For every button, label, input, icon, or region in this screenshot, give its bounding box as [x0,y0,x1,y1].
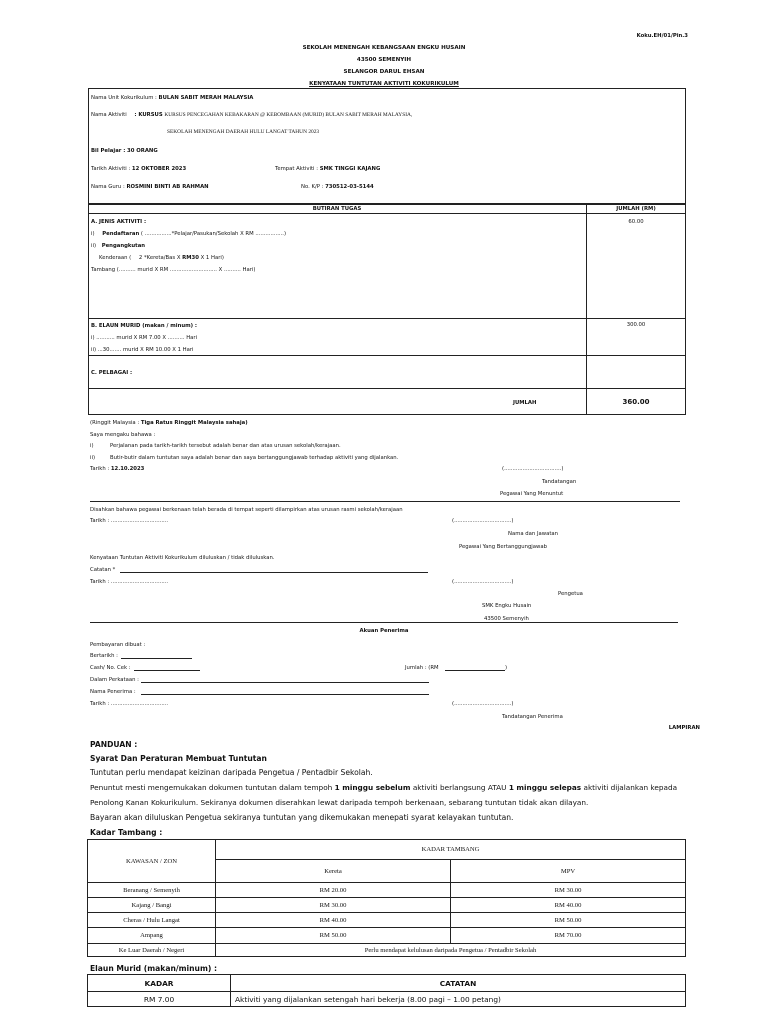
rates-col-mpv: MPV [451,860,686,883]
guide-p2-line2: Penolong Kanan Kokurikulum. Sekiranya dokumen diserahkan lewat daripada tempoh berkenaan, sebarang tuntutan tidak akan dilayan. [90,798,589,807]
table-row: Beranang / Semenyih RM 20.00 RM 30.00 [88,883,686,898]
pembayaran-label: Pembayaran dibuat : [90,642,146,648]
aktiviti-label: Nama Aktiviti [91,112,127,118]
aktiviti-row [91,112,412,118]
col-butiran: BUTIRAN TUGAS [312,206,362,212]
approve-school: SMK Engku Husain [482,603,532,609]
pelajar-row [91,148,158,154]
saya-mengaku: Saya mengaku bahawa : [90,432,156,438]
jumlah-close: ) [505,665,508,671]
total-value: 360.00 [622,398,650,406]
aktiviti-prefix: : KURSUS [134,112,163,118]
section-c-title: C. PELBAGAI : [91,370,133,376]
col-jumlah: JUMLAH (RM) [616,206,656,212]
table-row: Kajang / Bangi RM 30.00 RM 40.00 [88,898,686,913]
tempat-label: Tempat Aktiviti : [275,166,318,172]
receipt-tarikh: Tarikh : .................................. [90,701,169,707]
rates-col-kadar: KADAR TAMBANG [216,840,686,860]
decl-ii: ii) Butir-butir dalam tuntutan saya adalah benar dan saya bertanggungjawab terhadap aktiviti yang dijalankan. [90,455,399,461]
tarikh-row [91,166,186,172]
tarikh-label: Tarikh Aktiviti : [91,166,131,172]
rates-col-kereta: Kereta [216,860,451,883]
disahkan-text: Disahkan bahawa pegawai berkenaan telah berada di tempat seperti dilampirkan atas urusan rasmi sekolah/kerajaan [90,507,403,513]
page-title: KENYATAAN TUNTUTAN AKTIVITI KOKURIKULUM [309,81,459,87]
a-pengangkutan-row: ii) Pengangkutan [91,243,146,249]
tarikh-value: 12 OKTOBER 2023 [131,166,187,172]
rates-table [87,839,686,957]
table-row: Ke Luar Daerah / Negeri Perlu mendapat kelulusan daripada Pengetua / Pentadbir Sekolah [88,944,686,957]
aktiviti-line2: SEKOLAH MENENGAH DAERAH HULU LANGAT TAHUN 2023 [167,129,320,135]
cash-label: Cash/ No. Cek : [90,665,131,671]
kp-row [301,184,374,190]
section-a-title: A. JENIS AKTIVITI : [91,219,147,225]
form-code: Koku.EH/01/Pin.3 [636,33,688,39]
a-amount: 60.00 [628,219,644,225]
guide-title: PANDUAN : [90,740,138,749]
elaun-table [87,974,686,1007]
approve-postcode: 43500 Semenyih [484,616,529,622]
school-name: SEKOLAH MENENGAH KEBANGSAAN ENGKU HUSAIN [302,45,466,51]
perkataan-label: Dalam Perkataan : [90,677,139,683]
rates-col-zone: KAWASAN / ZON [88,840,216,883]
decl-tarikh: Tarikh : 12.10.2023 [90,466,145,472]
nama-penerima-label: Nama Penerima : [90,689,136,695]
decl-tandatangan: Tandatangan [542,479,577,485]
pelajar-value: 30 ORANG [127,148,158,154]
ringgit-row: (Ringgit Malaysia : Tiga Ratus Ringgit Malaysia sahaja) [90,420,248,426]
lampiran-label: LAMPIRAN [668,725,700,731]
catatan-label: Catatan * [90,567,116,573]
receipt-tandatangan: Tandatangan Penerima [502,714,563,720]
guide-subtitle: Syarat Dan Peraturan Membuat Tuntutan [90,754,267,763]
unit-row [91,95,253,101]
nama-jawatan: Nama dan Jawatan [508,531,559,537]
receipt-title: Akuan Penerima [359,628,409,634]
decl-i: i) Perjalanan pada tarikh-tarikh tersebut adalah benar dan atas urusan sekolah/kerajaan. [90,443,341,449]
jumlah-label: Jumlah : (RM [405,665,439,671]
decl-sign-dots: (..................................) [502,466,564,472]
bertarikh-label: Bertarikh : [90,653,118,659]
b-amount: 300.00 [626,322,646,328]
pegawai-bertanggungjawab: Pegawai Yang Bertanggungjawab [459,544,547,550]
a-kenderaan-row: Kenderaan ( 2 *Kereta/Bas X RM30 X 1 Hari) [99,255,224,261]
a-tambang-row: Tambang (.......... murid X RM ............................ X .......... Hari) [91,267,256,273]
kenyataan-text: Kenyataan Tuntutan Aktiviti Kokurikulum diluluskan / tidak diluluskan. [90,555,275,561]
total-label: JUMLAH [513,400,537,406]
kadar-title: Kadar Tambang : [90,828,163,837]
guide-p1: Tuntutan perlu mendapat keizinan daripada Pengetua / Pentadbir Sekolah. [90,768,373,777]
guide-p2: Penuntut mesti mengemukakan dokumen tuntutan dalam tempoh 1 minggu sebelum aktiviti berlangsung ATAU 1 minggu selepas aktiviti dijalankan kepada [90,783,678,792]
approve-sign-1: (..................................) [452,518,514,524]
b-row-1: i) ........... murid X RM 7.00 X .......... Hari [91,335,198,341]
elaun-col-catatan: CATATAN [231,975,686,992]
pelajar-label: Bil Pelajar : [91,148,126,154]
b-row-2: ii) ...30....... murid X RM 10.00 X 1 Hari [91,347,194,353]
guide-p3: Bayaran akan diluluskan Pengetua sekiranya tuntutan yang dikemukakan menepati syarat kelayakan tuntutan. [90,813,514,822]
pengetua-label: Pengetua [558,591,583,597]
table-row: RM 7.00 Aktiviti yang dijalankan setengah hari bekerja (8.00 pagi – 1.00 petang) [88,992,686,1007]
guru-label: Nama Guru : [91,184,125,190]
school-state: SELANGOR DARUL EHSAN [343,69,425,75]
school-postcode: 43500 SEMENYIH [356,57,412,63]
tempat-value: SMK TINGGI KAJANG [319,166,381,172]
unit-label: Nama Unit Kokurikulum : [91,95,157,101]
aktiviti-value: KURSUS PENCEGAHAN KEBAKARAN @ KEBOMBAAN (MURID) BULAN SABIT MERAH MALAYSIA, [164,112,413,118]
table-row: Cheras / Hulu Langat RM 40.00 RM 50.00 [88,913,686,928]
decl-pegawai: Pegawai Yang Menuntut [500,491,564,497]
kp-label: No. K/P : [301,184,324,190]
kp-value: 730512-03-5144 [325,184,374,190]
a-pendaftaran-row: i) Pendaftaran ( ................*Pelajar/Pasukan/Sekolah X RM .................) [91,231,287,237]
unit-value: BULAN SABIT MERAH MALAYSIA [158,95,254,101]
guru-value: ROSMINI BINTI AB RAHMAN [126,184,209,190]
approve-sign-2: (..................................) [452,579,514,585]
elaun-col-kadar: KADAR [88,975,231,992]
approve-tarikh-2: Tarikh : .................................. [90,579,169,585]
receipt-sign: (..................................) [452,701,514,707]
elaun-title: Elaun Murid (makan/minum) : [90,964,218,973]
guru-row [91,184,209,190]
approve-tarikh-1: Tarikh : .................................. [90,518,169,524]
section-b-title: B. ELAUN MURID (makan / minum) : [91,323,198,329]
tempat-row [275,166,380,172]
table-row: Ampang RM 50.00 RM 70.00 [88,928,686,944]
